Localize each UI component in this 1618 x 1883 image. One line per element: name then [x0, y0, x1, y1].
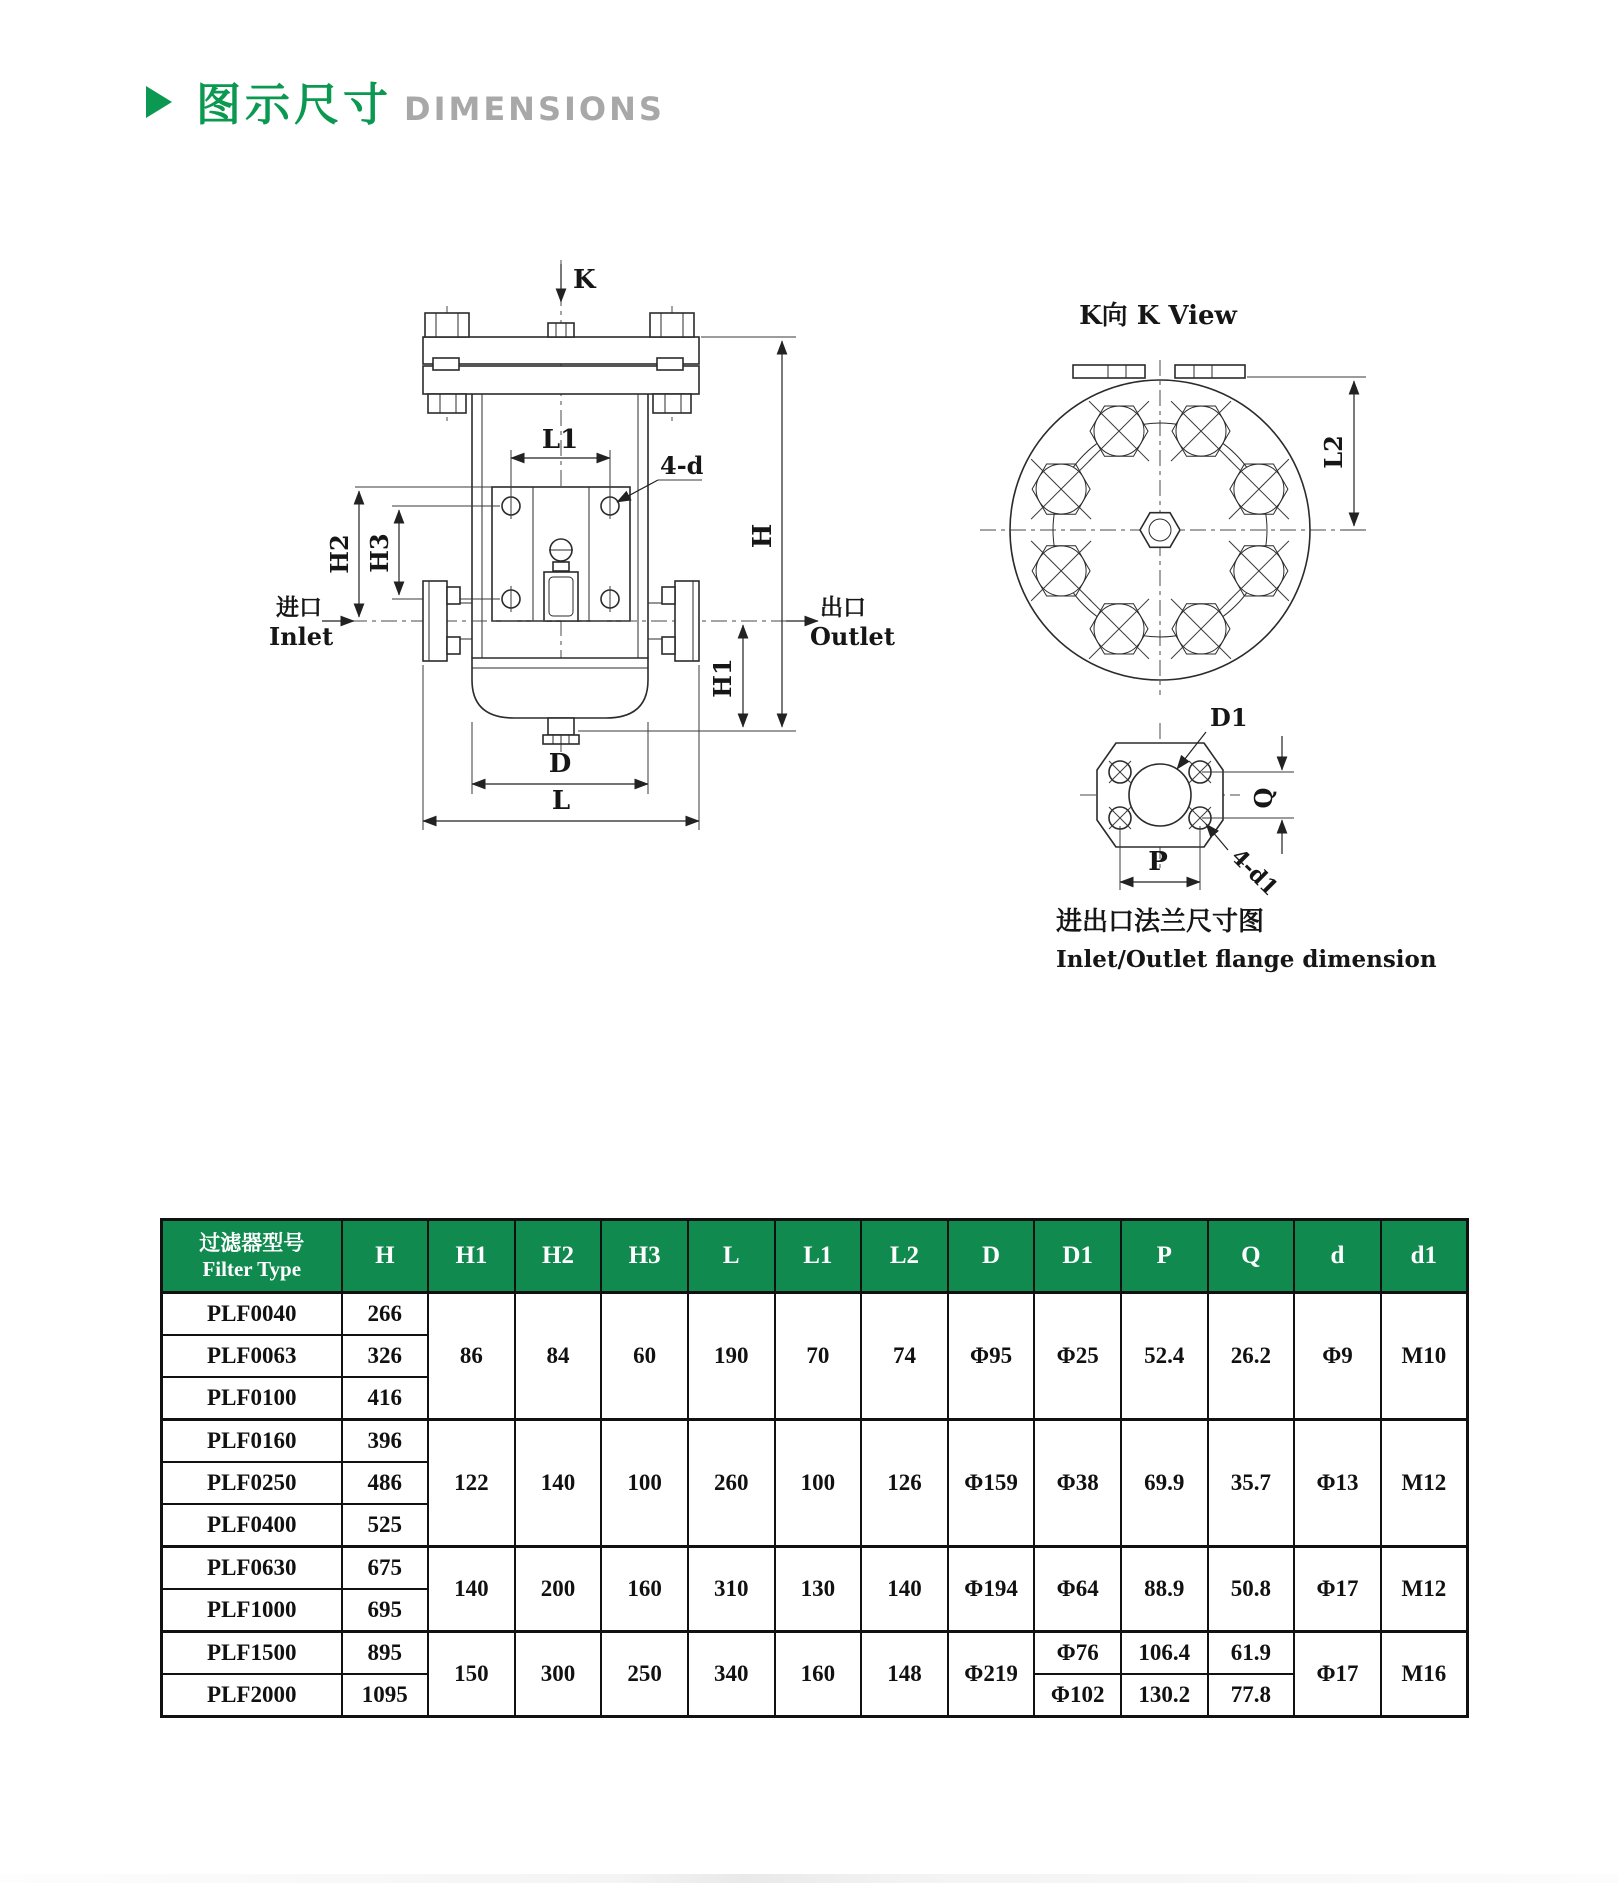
- value-cell-d1: M12: [1381, 1420, 1468, 1547]
- col-header-d: d: [1294, 1220, 1381, 1293]
- value-cell-Q: 50.8: [1208, 1547, 1295, 1632]
- model-cell: PLF0250: [162, 1462, 342, 1504]
- outlet-flange: [662, 581, 699, 661]
- footer-strip: [0, 1874, 1618, 1883]
- label-inlet-zh: 进口: [276, 594, 322, 621]
- label-4d: 4-d: [660, 451, 704, 480]
- label-outlet-en: Outlet: [810, 622, 895, 651]
- value-cell-d1: M10: [1381, 1293, 1468, 1420]
- value-cell-P: 88.9: [1121, 1547, 1208, 1632]
- table-head: [162, 1220, 1468, 1293]
- value-cell-D: Φ194: [948, 1547, 1035, 1632]
- value-cell-D1: Φ76: [1034, 1632, 1121, 1675]
- front-view-drawing: [269, 260, 895, 830]
- label-p: P: [1148, 847, 1168, 877]
- center-hex-plug: [1140, 513, 1180, 548]
- model-cell: PLF1500: [162, 1632, 342, 1675]
- value-cell-D1: Φ64: [1034, 1547, 1121, 1632]
- value-cell-d: Φ17: [1294, 1547, 1381, 1632]
- value-cell-D1: Φ102: [1034, 1674, 1121, 1717]
- value-cell-H2: 200: [515, 1547, 602, 1632]
- label-h1: H1: [708, 658, 737, 698]
- value-cell-d1: M16: [1381, 1632, 1468, 1717]
- value-cell-H3: 250: [601, 1632, 688, 1717]
- h-value-cell: 326: [342, 1335, 429, 1377]
- label-h3: H3: [365, 533, 394, 573]
- value-cell-H3: 160: [601, 1547, 688, 1632]
- label-h: H: [748, 523, 778, 549]
- value-cell-D1: Φ25: [1034, 1293, 1121, 1420]
- flange-caption-en: Inlet/Outlet flange dimension: [1056, 946, 1437, 973]
- value-cell-L: 190: [688, 1293, 775, 1420]
- value-cell-P: 52.4: [1121, 1293, 1208, 1420]
- value-cell-L2: 74: [861, 1293, 948, 1420]
- dimensions-table: [160, 1218, 1469, 1718]
- table-row: [162, 1632, 1468, 1675]
- col-header-P: P: [1121, 1220, 1208, 1293]
- value-cell-H3: 100: [601, 1420, 688, 1547]
- value-cell-D: Φ159: [948, 1420, 1035, 1547]
- value-cell-L1: 100: [775, 1420, 862, 1547]
- h-value-cell: 266: [342, 1293, 429, 1336]
- h-value-cell: 525: [342, 1504, 429, 1547]
- model-cell: PLF1000: [162, 1589, 342, 1632]
- table-body: [162, 1293, 1468, 1717]
- technical-drawing: [170, 220, 1460, 1100]
- value-cell-H3: 60: [601, 1293, 688, 1420]
- value-cell-L: 340: [688, 1632, 775, 1717]
- mounting-plate: [355, 487, 630, 621]
- value-cell-L: 260: [688, 1420, 775, 1547]
- model-cell: PLF0100: [162, 1377, 342, 1420]
- col-header-D: D: [948, 1220, 1035, 1293]
- top-flange: [423, 313, 699, 413]
- flange-drawing: [1056, 703, 1437, 973]
- col-header-H3: H3: [601, 1220, 688, 1293]
- value-cell-d1: M12: [1381, 1547, 1468, 1632]
- section-title-en: DIMENSIONS: [404, 90, 665, 128]
- value-cell-Q: 35.7: [1208, 1420, 1295, 1547]
- h-value-cell: 486: [342, 1462, 429, 1504]
- table-row: [162, 1547, 1468, 1590]
- h-value-cell: 416: [342, 1377, 429, 1420]
- label-l2: L2: [1319, 435, 1348, 469]
- label-q: Q: [1249, 787, 1278, 809]
- model-cell: PLF0630: [162, 1547, 342, 1590]
- label-d: D: [548, 749, 572, 779]
- value-cell-H2: 140: [515, 1420, 602, 1547]
- col-header-H: H: [342, 1220, 429, 1293]
- value-cell-H1: 150: [428, 1632, 515, 1717]
- value-cell-Q: 26.2: [1208, 1293, 1295, 1420]
- k-view-title: K向 K View: [1079, 301, 1237, 331]
- col-header-d1: d1: [1381, 1220, 1468, 1293]
- h-value-cell: 1095: [342, 1674, 429, 1717]
- value-cell-L2: 140: [861, 1547, 948, 1632]
- label-k: K: [573, 265, 596, 295]
- table-row: [162, 1293, 1468, 1336]
- label-outlet-zh: 出口: [820, 594, 866, 621]
- model-cell: PLF2000: [162, 1674, 342, 1717]
- col-header-L1: L1: [775, 1220, 862, 1293]
- label-l: L: [551, 786, 571, 816]
- value-cell-D: Φ95: [948, 1293, 1035, 1420]
- table-row: [162, 1420, 1468, 1463]
- section-title-zh: 图示尺寸: [196, 78, 393, 131]
- value-cell-d: Φ17: [1294, 1632, 1381, 1717]
- value-cell-L1: 130: [775, 1547, 862, 1632]
- label-inlet-en: Inlet: [269, 622, 334, 651]
- value-cell-Q: 61.9: [1208, 1632, 1295, 1675]
- value-cell-L1: 70: [775, 1293, 862, 1420]
- value-cell-H1: 140: [428, 1547, 515, 1632]
- h-value-cell: 695: [342, 1589, 429, 1632]
- value-cell-D: Φ219: [948, 1632, 1035, 1717]
- col-header-Q: Q: [1208, 1220, 1295, 1293]
- value-cell-L2: 126: [861, 1420, 948, 1547]
- value-cell-H2: 84: [515, 1293, 602, 1420]
- value-cell-L2: 148: [861, 1632, 948, 1717]
- col-header-H2: H2: [515, 1220, 602, 1293]
- value-cell-P: 69.9: [1121, 1420, 1208, 1547]
- value-cell-Q: 77.8: [1208, 1674, 1295, 1717]
- label-4d1: 4-d1: [1225, 843, 1284, 902]
- label-l1: L1: [541, 425, 579, 455]
- value-cell-H1: 122: [428, 1420, 515, 1547]
- value-cell-d: Φ13: [1294, 1420, 1381, 1547]
- col-header-D1: D1: [1034, 1220, 1121, 1293]
- model-cell: PLF0063: [162, 1335, 342, 1377]
- h-value-cell: 675: [342, 1547, 429, 1590]
- h-value-cell: 895: [342, 1632, 429, 1675]
- col-header-L2: L2: [861, 1220, 948, 1293]
- model-cell: PLF0400: [162, 1504, 342, 1547]
- value-cell-H2: 300: [515, 1632, 602, 1717]
- col-header-L: L: [688, 1220, 775, 1293]
- k-view-drawing: [980, 301, 1366, 695]
- label-h2: H2: [325, 534, 354, 574]
- col-header-filter-type: 过滤器型号 Filter Type: [162, 1220, 342, 1293]
- h-value-cell: 396: [342, 1420, 429, 1463]
- col-header-H1: H1: [428, 1220, 515, 1293]
- value-cell-P: 130.2: [1121, 1674, 1208, 1717]
- value-cell-L: 310: [688, 1547, 775, 1632]
- value-cell-d: Φ9: [1294, 1293, 1381, 1420]
- value-cell-D1: Φ38: [1034, 1420, 1121, 1547]
- model-cell: PLF0040: [162, 1293, 342, 1336]
- value-cell-L1: 160: [775, 1632, 862, 1717]
- value-cell-H1: 86: [428, 1293, 515, 1420]
- label-d1: D1: [1210, 703, 1248, 732]
- section-arrow-icon: [146, 86, 172, 118]
- model-cell: PLF0160: [162, 1420, 342, 1463]
- value-cell-P: 106.4: [1121, 1632, 1208, 1675]
- flange-caption-zh: 进出口法兰尺寸图: [1056, 907, 1265, 937]
